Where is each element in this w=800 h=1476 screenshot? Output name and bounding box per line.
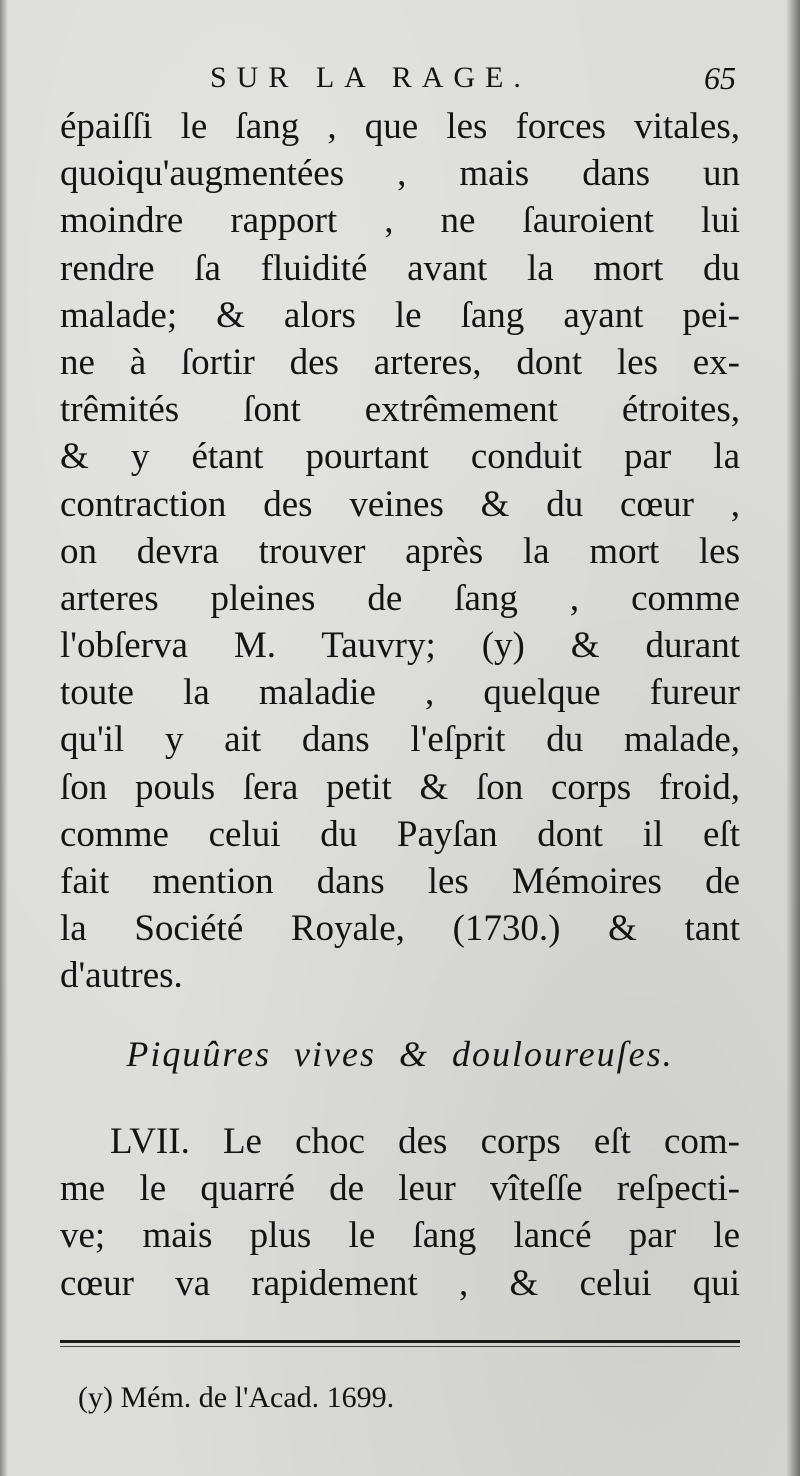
- text-line: la Société Royale, (1730.) & tant: [60, 908, 740, 950]
- page-number: 65: [704, 60, 736, 96]
- text-line: ve; mais plus le ſang lancé par le: [60, 1215, 740, 1257]
- text-line: me le quarré de leur vîteſſe reſpecti-: [60, 1168, 740, 1210]
- text-line-last: d'autres.: [60, 955, 183, 997]
- footnote: (y) Mém. de l'Acad. 1699.: [78, 1381, 395, 1414]
- page-left-edge-shadow: [0, 0, 8, 1476]
- text-line: cœur va rapidement , & celui qui: [60, 1262, 740, 1304]
- running-head-title: SUR LA RAGE.: [210, 61, 531, 94]
- text-line: qu'il y ait dans l'eſprit du malade,: [60, 719, 740, 761]
- text-line: ſon pouls ſera petit & ſon corps froid,: [60, 766, 740, 808]
- section-heading: Piquûres vives & douloureuſes.: [126, 1034, 674, 1074]
- text-line: fait mention dans les Mémoires de: [60, 861, 740, 902]
- text-line: rendre ſa fluidité avant la mort du: [60, 247, 740, 289]
- page-right-edge-shadow: [786, 0, 800, 1476]
- running-head: [60, 58, 740, 98]
- text-line: contraction des veines & du cœur ,: [60, 483, 740, 525]
- text-line: quoiqu'augmentées , mais dans un: [60, 153, 740, 195]
- text-line: arteres pleines de ſang , comme: [60, 577, 740, 619]
- text-line: l'obſerva M. Tauvry; (y) & durant: [60, 625, 740, 667]
- text-line: malade; & alors le ſang ayant pei-: [60, 294, 740, 336]
- text-line: épaiſſi le ſang , que les forces vitales,: [60, 106, 740, 147]
- footnote-rule-thin: [60, 1346, 740, 1347]
- text-line: trêmités ſont extrêmement étroites,: [60, 389, 740, 431]
- body-paragraph: [60, 103, 740, 1000]
- text-line: toute la maladie , quelque fureur: [60, 672, 740, 714]
- text-line: on devra trouver après la mort les: [60, 530, 740, 572]
- text-line: moindre rapport , ne ſauroient lui: [60, 200, 740, 242]
- text-line: ne à ſortir des arteres, dont les ex-: [60, 341, 740, 383]
- text-line: & y étant pourtant conduit par la: [60, 436, 740, 478]
- text-line: LVII. Le choc des corps eſt com-: [110, 1121, 740, 1162]
- footnote-rule: [60, 1340, 740, 1343]
- section-paragraph: [60, 1118, 740, 1307]
- text-line: comme celui du Payſan dont il eſt: [60, 813, 740, 855]
